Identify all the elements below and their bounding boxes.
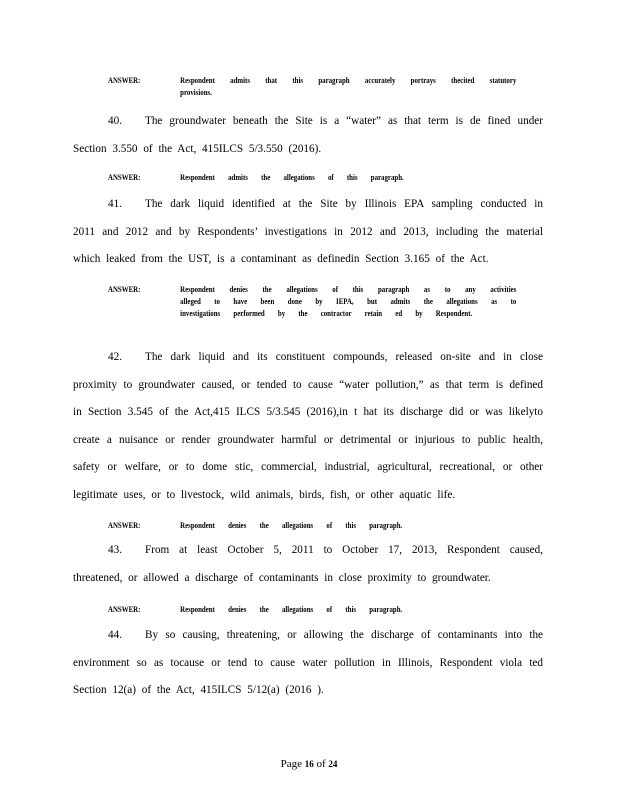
numbered-paragraph — [73, 344, 543, 510]
numbered-paragraph — [73, 108, 543, 163]
paragraph-number: 40. — [108, 115, 122, 127]
paragraph-text: The groundwater beneath the Site is a “water” as that term is de fined under Section 3.550 of the Act, 415ILCS 5/3.550 (2016). — [73, 115, 543, 155]
answer-label: ANSWER: — [108, 521, 141, 530]
paragraph-number: 43. — [108, 544, 122, 556]
answer-label: ANSWER: — [108, 173, 141, 182]
numbered-paragraph — [73, 537, 543, 592]
paragraph-number: 44. — [108, 629, 122, 641]
answer-text: Respondent admits that this paragraph accurately portrays thecited statutory provisions. — [180, 76, 517, 97]
paragraph-text: By so causing, threatening, or allowing the discharge of contaminants into the environment so as tocause or tend to cause water pollution in Illinois, Respondent viola ted Section 12(a) of the Act, 415ILCS 5/12(a) (2016 ). — [73, 629, 543, 697]
answer-text: Respondent denies the allegations of this paragraph. — [180, 521, 403, 530]
answer-text: Respondent admits the allegations of this paragraph. — [180, 173, 404, 182]
page-word: Page — [280, 758, 302, 770]
answer-text: Respondent denies the allegations of this paragraph. — [180, 605, 403, 614]
paragraph-text: From at least October 5, 2011 to October 17, 2013, Respondent caused, threatened, or allowed a discharge of contaminants in close proximity to groundwater. — [73, 544, 543, 584]
answer-label: ANSWER: — [108, 605, 141, 614]
numbered-paragraph — [73, 191, 543, 274]
page-footer — [0, 758, 618, 770]
answer-label: ANSWER: — [108, 76, 141, 85]
total-pages: 24 — [328, 759, 338, 769]
numbered-paragraph — [73, 622, 543, 705]
answer-text: Respondent denies the allegations of this paragraph as to any activities alleged to have been done by IEPA, but admits the allegations as to investigations performed by the contractor retain ed by Respondent. — [180, 285, 517, 318]
paragraph-number: 41. — [108, 198, 122, 210]
answer-label: ANSWER: — [108, 285, 141, 294]
of-word: of — [316, 758, 326, 770]
paragraph-text: The dark liquid identified at the Site by Illinois EPA sampling conducted in 2011 and 2012 and by Respondents’ investigations in 2012 and 2013, including the material which leaked from the UST, is a contaminant as definedin Section 3.165 of the Act. — [73, 198, 543, 266]
paragraph-number: 42. — [108, 351, 122, 363]
paragraph-text: The dark liquid and its constituent compounds, released on-site and in close proximity to groundwater caused, or tended to cause “water pollution,” as that term is defined in Section 3.545 of the Act,415 ILCS 5/3.545 (2016),in t hat its discharge did or was likelyto create a nuisance or render groundwater harmful or detrimental or injurious to public health, safety or welfare, or to dome stic, commercial, industrial, agricultural, recreational, or other legitimate uses, or to livestock, wild animals, birds, fish, or other aquatic life. — [73, 351, 543, 501]
page-number: 16 — [304, 759, 314, 769]
